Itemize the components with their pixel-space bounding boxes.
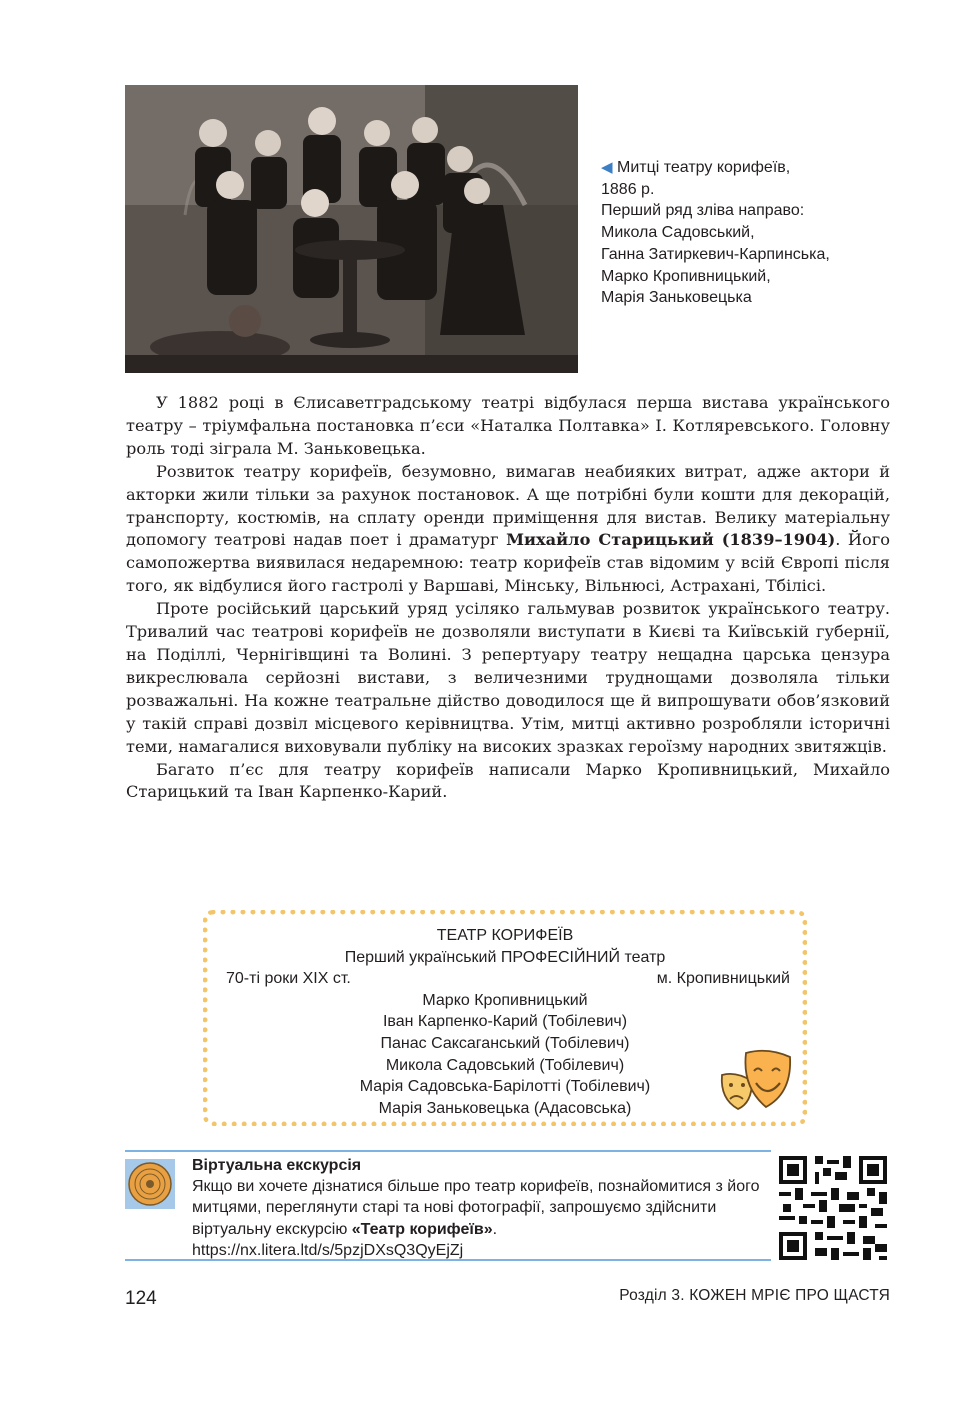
paragraph: Проте російський царський уряд усіляко гальмував розвиток українського театру. Тривалий час театрові корифеїв не дозволяли виступати в Києві та Київській губернії, на Поділлі, Чернігівщині та Волині. З репертуару театру нещадна царська цензура викреслювала серйозні вистави, з величезними труднощами дозволяла тільки розважальні. На кожне театральне дійство доводилося ще й випрошувати обов’язковий у такій справі дозвіл місцевого керівництва. Утім, митці активно розробляли історичні теми, намагалися виховували публіку на високих зразках героїзму народних звитяжців. (126, 599, 890, 756)
box-period: 70-ті роки XIX ст. (226, 970, 351, 988)
box-name: Марія Заньковецька (Адасовська) (378, 1099, 632, 1117)
triangle-left-icon: ◀ (601, 159, 613, 176)
qr-code[interactable] (779, 1156, 887, 1260)
section-rule-top (125, 1150, 771, 1152)
box-title: ТЕАТР КОРИФЕЇВ (436, 927, 574, 944)
virtual-description (192, 1176, 772, 1240)
caption-line: Ганна Затиркевич-Карпинська, (601, 245, 830, 263)
box-name: Іван Карпенко-Карий (Тобілевич) (382, 1013, 628, 1031)
vinyl-disc-icon (125, 1159, 175, 1209)
caption-line: Марія Заньковецька (601, 289, 752, 307)
paragraph (126, 461, 890, 598)
photo-caption (601, 157, 931, 309)
caption-line: Митці театру корифеїв, (617, 159, 791, 176)
box-subtitle: Перший український ПРОФЕСІЙНИЙ театр (344, 948, 666, 966)
caption-line: Перший ряд зліва направо: (601, 202, 805, 220)
section-footer: Розділ 3. КОЖЕН МРІЄ ПРО ЩАСТЯ (619, 1287, 890, 1304)
bold-years: (1839–1904) (713, 530, 836, 550)
virtual-excursion (192, 1155, 772, 1261)
group-photo (125, 85, 578, 373)
theater-masks-icon (716, 1047, 794, 1115)
box-name: Марія Садовська-Барілотті (Тобілевич) (359, 1078, 651, 1096)
caption-line: Марко Кропивницький, (601, 267, 771, 285)
paragraph: Багато п’єс для театру корифеїв написали Марко Кропивницький, Михайло Старицький та Іван Карпенко-Карий. (126, 759, 890, 802)
excursion-name: «Театр корифеїв» (351, 1220, 493, 1238)
section-rule-bottom (125, 1259, 771, 1261)
text-run: Розвиток театру корифеїв, безумовно, вимагав неабияких витрат, адже актори й акторки жили тільки за рахунок постановок. А ще потрібні були кошти для декорацій, транспорту, костюмів, на сплату оренди приміщення для вистав. Велику матеріальну допомогу театрові надав поет і драматург (126, 461, 890, 550)
caption-line: 1886 р. (601, 180, 655, 198)
text-run: . (492, 1220, 498, 1238)
box-row (208, 968, 802, 990)
paragraph: У 1882 році в Єлисаветградському театрі відбулася перша вистава українського театру – тріумфальна постановка п’єси «Наталка Полтавка» І. Котляревського. Головну роль тоді зіграла М. Заньковецька. (126, 393, 890, 458)
photo-illustration (125, 85, 578, 373)
text-run: . Його самопожертва виявилася недаремною: театр корифеїв став відомим у всій Європі після того, як відбулися його гастролі у Варшаві, Мінську, Вільнюсі, Астрахані, Тбілісі. (126, 530, 891, 596)
page-number: 124 (125, 1288, 157, 1309)
virtual-title: Віртуальна екскурсія (192, 1157, 362, 1174)
box-name: Панас Саксаганський (Тобілевич) (380, 1034, 630, 1052)
box-city: м. Кропивницький (656, 970, 790, 988)
bold-name: Михайло Старицький (506, 530, 714, 550)
box-name: Марко Кропивницький (422, 991, 588, 1009)
main-text (126, 392, 890, 804)
caption-line: Микола Садовський, (601, 224, 755, 242)
box-name: Микола Садовський (Тобілевич) (385, 1056, 625, 1074)
virtual-url-link[interactable]: https://nx.litera.ltd/s/5pzjDXsQ3QyEjZj (192, 1241, 464, 1259)
text-run: Якщо ви хочете дізнатися більше про театр корифеїв, познайомитися з його митцями, переглянути старі та нові фотографії, запрошуємо здійснити віртуальну екскурсію (192, 1178, 760, 1238)
